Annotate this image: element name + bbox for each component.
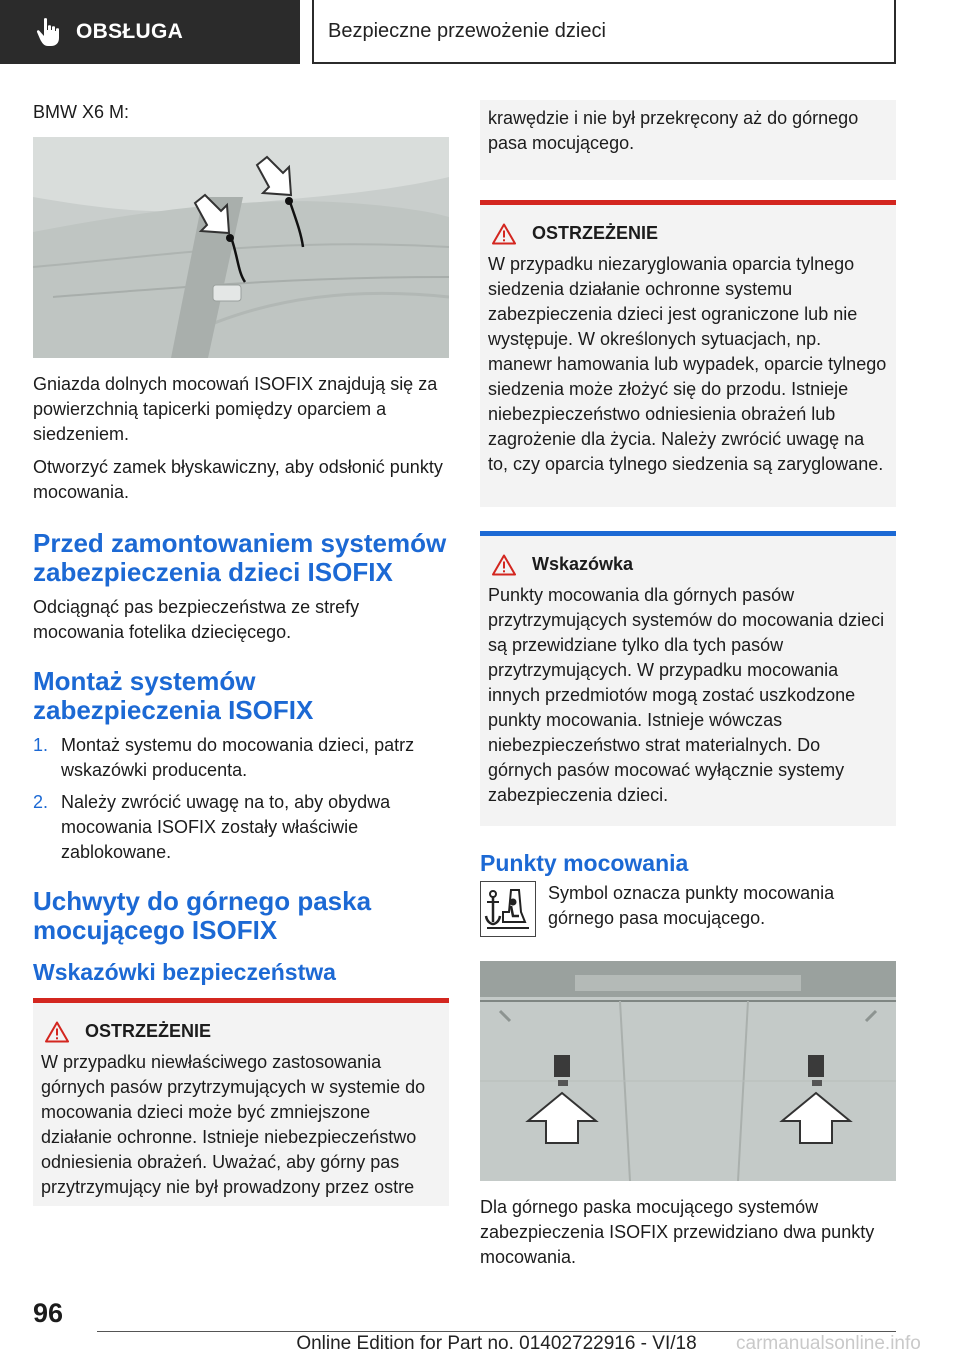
note-box xyxy=(480,531,896,826)
cargo-anchor-photo xyxy=(480,961,896,1181)
hand-pointer-icon xyxy=(36,17,64,47)
left-column xyxy=(33,100,449,1206)
model-label: BMW X6 M: xyxy=(33,102,130,122)
footer-divider xyxy=(97,1331,896,1332)
heading-before-mounting: Przed zamontowaniem systemów zabezpieczenia dzieci ISOFIX xyxy=(33,528,447,587)
warning-title: OSTRZEŻENIE xyxy=(85,1021,212,1041)
edition-text: Online Edition for Part no. 01402722916 - VI/18 xyxy=(296,1333,697,1354)
isofix-location-text: Gniazda dolnych mocowań ISOFIX znajdują się za powierzchnią tapicerki pomiędzy oparciem a siedzeniem. xyxy=(33,374,438,444)
warning-text: W przypadku niewłaściwego zastosowania górnych pasów przytrzymujących w systemie do mocowania dzieci może być zmniejszone działanie ochronne. Istnieje niebezpieczeństwo odniesienia obrażeń. Uważać, aby górny pas przytrzymujący nie był prowadzony przez ostre xyxy=(41,1052,426,1197)
step-number: 1. xyxy=(33,735,49,755)
list-item xyxy=(33,790,449,865)
warning-text: W przypadku niezaryglowania oparcia tylnego siedzenia działanie ochronne systemu zabezpieczenia dzieci jest ograniczone lub nie występuje. W określonych sytuacjach, np. manewr hamowania lub wypadek, oparcie tylnego siedzenia może złożyć się do przodu. Istnieje niebezpieczeństwo odniesienia obrażeń lub zagrożenie dla życia. Należy zwrócić uwagę na to, czy oparcia tylnego siedzenia są zaryglowane. xyxy=(488,254,887,474)
warning-triangle-icon xyxy=(45,1021,69,1043)
mounting-steps xyxy=(33,733,449,865)
step-text: Należy zwrócić uwagę na to, aby obydwa mocowania ISOFIX zostały właściwie zablokowane. xyxy=(61,792,391,862)
warning-title: OSTRZEŻENIE xyxy=(532,223,659,243)
warning-text-continued: krawędzie i nie był przekręcony aż do górnego pasa mocującego. xyxy=(488,108,859,153)
right-column xyxy=(480,100,896,1278)
watermark: carmanualsonline.info xyxy=(736,1333,921,1354)
warning-box-1 xyxy=(33,998,449,1206)
list-item xyxy=(33,733,449,783)
warning-triangle-icon xyxy=(492,554,516,576)
note-header xyxy=(488,552,888,577)
zipper-text: Otworzyć zamek błyskawiczny, aby odsłonić punkty mocowania. xyxy=(33,457,443,502)
page-number: 96 xyxy=(33,1298,64,1328)
symbol-row xyxy=(480,881,896,937)
heading-anchor-points: Punkty mocowania xyxy=(480,850,689,876)
child-seat-anchor-icon xyxy=(480,881,536,937)
heading-safety-notes: Wskazówki bezpieczeństwa xyxy=(33,959,336,985)
warning-box-1-continued xyxy=(480,100,896,180)
seat-isofix-photo xyxy=(33,137,449,358)
warning-triangle-icon xyxy=(492,223,516,245)
warning-header xyxy=(488,221,888,246)
step-text: Montaż systemu do mocowania dzieci, patrz wskazówki producenta. xyxy=(61,735,415,780)
warning-box-2 xyxy=(480,200,896,507)
heading-mounting: Montaż systemów zabezpieczenia ISOFIX xyxy=(33,666,314,725)
symbol-description: Symbol oznacza punkty mocowania górnego pasa mocującego. xyxy=(548,883,835,928)
chapter-title: Bezpieczne przewożenie dzieci xyxy=(312,0,896,64)
note-title: Wskazówka xyxy=(532,554,634,574)
step-number: 2. xyxy=(33,792,49,812)
warning-header xyxy=(41,1019,441,1044)
section-tab xyxy=(0,0,300,64)
before-mounting-text: Odciągnąć pas bezpieczeństwa ze strefy mocowania fotelika dziecięcego. xyxy=(33,597,360,642)
heading-upper-tether: Uchwyty do górnego paska mocującego ISOFIX xyxy=(33,886,372,945)
anchor-points-text: Dla górnego paska mocującego systemów zabezpieczenia ISOFIX przewidziano dwa punkty mocowania. xyxy=(480,1197,875,1267)
section-label: OBSŁUGA xyxy=(76,20,184,43)
note-text: Punkty mocowania dla górnych pasów przytrzymujących systemów do mocowania dzieci są przewidziane tylko dla tych pasów przytrzymujących. W przypadku mocowania innych przedmiotów mogą zostać uszkodzone punkty mocowania. Istnieje wówczas niebezpieczeństwo strat materialnych. Do górnych pasów mocować wyłącznie systemy zabezpieczenia dzieci. xyxy=(488,585,885,805)
